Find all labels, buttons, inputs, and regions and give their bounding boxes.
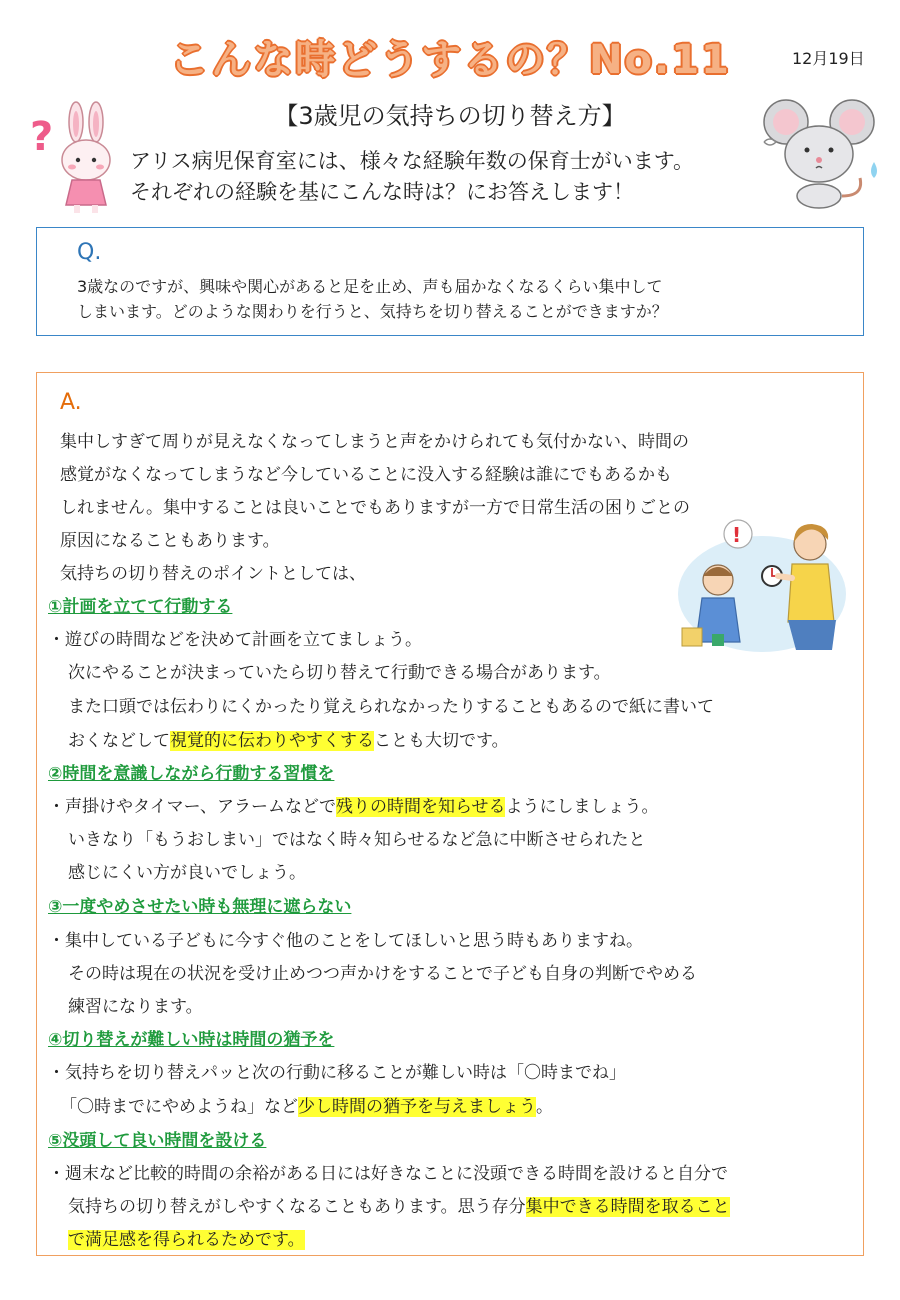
subtitle: 【3歳児の気持ちの切り替え方】 bbox=[274, 102, 626, 130]
section-line bbox=[68, 1225, 305, 1250]
text-run: ようにしましょう。 bbox=[505, 797, 659, 817]
text-run: おくなどして bbox=[68, 731, 170, 751]
highlighted-text: 集中できる時間を取ること bbox=[525, 1197, 730, 1217]
answer-intro-line: 集中しすぎて周りが見えなくなってしまうと声をかけられても気付かない、時間の bbox=[60, 432, 689, 452]
mouse-confused-icon bbox=[756, 92, 892, 210]
text-run: 。 bbox=[536, 1097, 553, 1117]
section-line: ・気持ちを切り替えパッと次の行動に移ることが難しい時は「〇時までね」 bbox=[48, 1063, 626, 1083]
section-heading: ④切り替えが難しい時は時間の猶予を bbox=[48, 1030, 335, 1050]
answer-mark: A. bbox=[60, 390, 82, 415]
intro-line: アリス病児保育室には、様々な経験年数の保育士がいます。 bbox=[130, 149, 695, 173]
section-line: その時は現在の状況を受け止めつつ声かけをすることで子ども自身の判断でやめる bbox=[68, 964, 697, 984]
intro-line: それぞれの経験を基にこんな時は？にお答えします！ bbox=[130, 180, 634, 204]
svg-text:?: ? bbox=[30, 114, 54, 160]
answer-intro-line: しれません。集中することは良いことでもありますが一方で日常生活の困りごとの bbox=[60, 498, 691, 518]
bunny-question-icon bbox=[28, 100, 128, 215]
text-run: ことも大切です。 bbox=[374, 731, 509, 751]
section-line bbox=[48, 792, 658, 817]
text-run: 気持ちの切り替えがしやすくなることもあります。思う存分 bbox=[68, 1197, 526, 1217]
section-heading: ③一度やめさせたい時も無理に遮らない bbox=[48, 897, 352, 917]
highlighted-text: 残りの時間を知らせる bbox=[335, 797, 506, 817]
date-label: 12月19日 bbox=[792, 49, 865, 68]
highlighted-text: で満足感を得られるためです。 bbox=[68, 1230, 305, 1250]
section-line bbox=[68, 1192, 730, 1217]
section-line: また口頭では伝わりにくかったり覚えられなかったりすることもあるので紙に書いて bbox=[68, 697, 714, 717]
answer-intro-line: 原因になることもあります。 bbox=[60, 531, 280, 551]
section-line bbox=[68, 726, 509, 751]
question-line: しまいます。どのような関わりを行うと、気持ちを切り替えることができますか？ bbox=[77, 302, 668, 321]
answer-intro-line: 気持ちの切り替えのポイントとしては、 bbox=[60, 564, 366, 584]
section-line: ・週末など比較的時間の余裕がある日には好きなことに没頭できる時間を設けると自分で bbox=[48, 1164, 728, 1184]
highlighted-text: 視覚的に伝わりやすくする bbox=[170, 731, 374, 751]
text-run: ・声掛けやタイマー、アラームなどで bbox=[48, 797, 336, 817]
intro-text bbox=[130, 146, 694, 208]
section-line: 次にやることが決まっていたら切り替えて行動できる場合があります。 bbox=[68, 663, 611, 683]
svg-text:!: ! bbox=[732, 523, 742, 547]
section-line: ・遊びの時間などを決めて計画を立てましょう。 bbox=[48, 630, 422, 650]
section-heading: ①計画を立てて行動する bbox=[48, 597, 233, 617]
text-run: 「〇時までにやめようね」など bbox=[60, 1097, 298, 1117]
answer-intro-line: 感覚がなくなってしまうなど今していることに没入する経験は誰にでもあるかも bbox=[60, 465, 672, 485]
section-line: 感じにくい方が良いでしょう。 bbox=[68, 863, 306, 883]
section-heading: ②時間を意識しながら行動する習慣を bbox=[48, 764, 335, 784]
section-line: いきなり「もうおしまい」ではなく時々知らせるなど急に中断させられたと bbox=[68, 830, 646, 850]
question-text bbox=[77, 274, 668, 324]
parent-child-timer-illustration bbox=[672, 512, 852, 657]
highlighted-text: 少し時間の猶予を与えましょう bbox=[298, 1097, 536, 1117]
question-mark: Q. bbox=[77, 240, 102, 265]
section-line: ・集中している子どもに今すぐ他のことをしてほしいと思う時もありますね。 bbox=[48, 931, 643, 951]
question-line: 3歳なのですが、興味や関心があると足を止め、声も届かなくなるくらい集中して bbox=[77, 277, 663, 296]
section-heading: ⑤没頭して良い時間を設ける bbox=[48, 1131, 267, 1151]
section-line: 練習になります。 bbox=[68, 997, 203, 1017]
page-title: こんな時どうするの？No.11 bbox=[169, 37, 731, 83]
section-line bbox=[60, 1092, 553, 1117]
question-box bbox=[36, 227, 864, 336]
